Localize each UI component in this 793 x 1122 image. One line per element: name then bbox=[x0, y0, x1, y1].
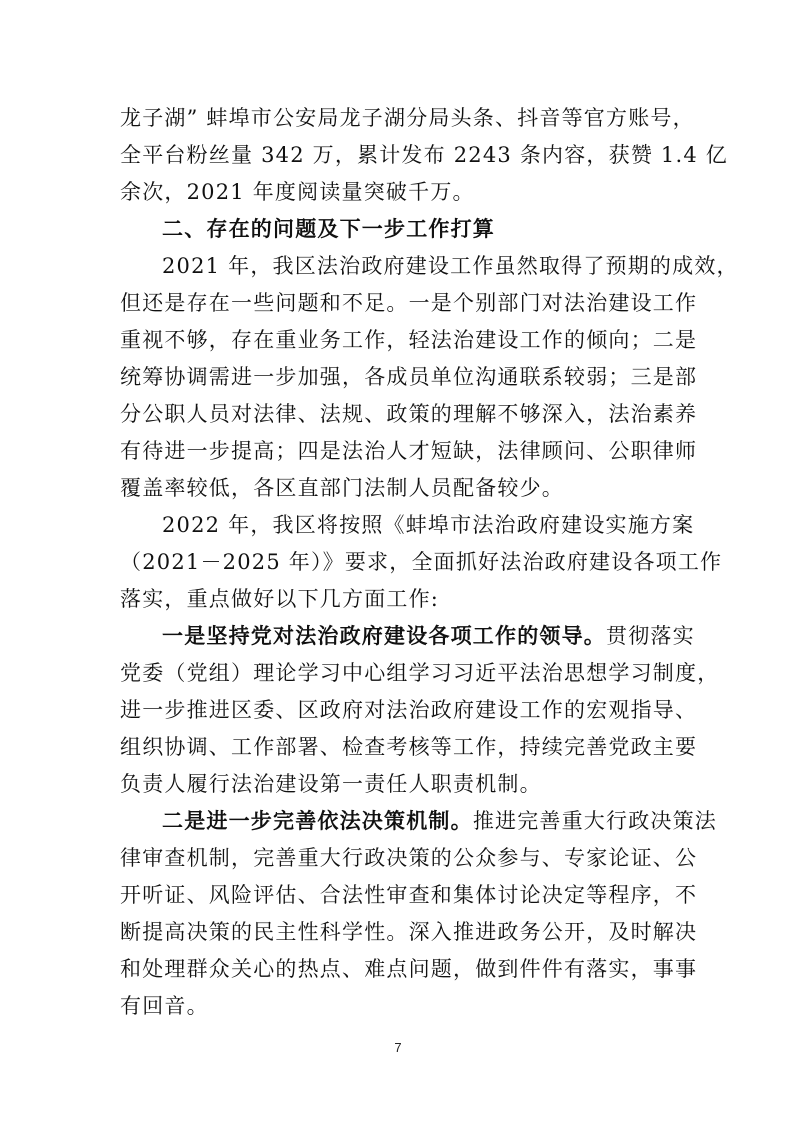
body-line: 全平台粉丝量 342 万，累计发布 2243 条内容，获赞 1.4 亿 bbox=[120, 143, 728, 167]
section-heading: 二、存在的问题及下一步工作打算 bbox=[162, 217, 495, 241]
point-two-line bbox=[162, 806, 718, 836]
body-line: 进一步推进区委、区政府对法治政府建设工作的宏观指导、 bbox=[120, 698, 698, 722]
body-line: 开听证、风险评估、合法性审查和集体讨论决定等程序，不 bbox=[120, 883, 698, 907]
body-line: 和处理群众关心的热点、难点问题，做到件件有落实，事事 bbox=[120, 957, 698, 981]
body-line: 有回音。 bbox=[120, 994, 209, 1018]
body-line: 负责人履行法治建设第一责任人职责机制。 bbox=[120, 772, 542, 796]
body-line: 统筹协调需进一步加强，各成员单位沟通联系较弱；三是部 bbox=[120, 365, 698, 389]
body-line: 2022 年，我区将按照《蚌埠市法治政府建设实施方案 bbox=[162, 513, 695, 537]
body-line: 2021 年，我区法治政府建设工作虽然取得了预期的成效， bbox=[162, 254, 739, 278]
body-line: 分公职人员对法律、法规、政策的理解不够深入，法治素养 bbox=[120, 402, 698, 426]
point-one-line bbox=[162, 621, 695, 651]
body-line: 断提高决策的民主性科学性。深入推进政务公开，及时解决 bbox=[120, 920, 698, 944]
body-line: 覆盖率较低，各区直部门法制人员配备较少。 bbox=[120, 476, 564, 500]
point-one-heading: 一是坚持党对法治政府建设各项工作的领导。 bbox=[162, 623, 606, 648]
point-two-text: 推进完善重大行政决策法 bbox=[472, 809, 718, 833]
body-line: 但还是存在一些问题和不足。一是个别部门对法治建设工作 bbox=[120, 291, 698, 315]
body-line: 余次，2021 年度阅读量突破千万。 bbox=[120, 180, 475, 204]
body-line: 律审查机制，完善重大行政决策的公众参与、专家论证、公 bbox=[120, 846, 698, 870]
body-line: 龙子湖” 蚌埠市公安局龙子湖分局头条、抖音等官方账号， bbox=[120, 106, 695, 130]
body-line: 有待进一步提高；四是法治人才短缺，法律顾问、公职律师 bbox=[120, 439, 698, 463]
body-line: 重视不够，存在重业务工作，轻法治建设工作的倾向；二是 bbox=[120, 328, 698, 352]
page-number: 7 bbox=[394, 1040, 402, 1055]
body-line: 组织协调、工作部署、检查考核等工作，持续完善党政主要 bbox=[120, 735, 698, 759]
body-line: （2021－2025 年）》要求，全面抓好法治政府建设各项工作 bbox=[120, 550, 723, 574]
body-line: 党委（党组）理论学习中心组学习习近平法治思想学习制度， bbox=[120, 661, 720, 685]
point-one-text: 贯彻落实 bbox=[606, 624, 695, 648]
point-two-heading: 二是进一步完善依法决策机制。 bbox=[162, 808, 473, 833]
body-line: 落实，重点做好以下几方面工作: bbox=[120, 587, 440, 611]
